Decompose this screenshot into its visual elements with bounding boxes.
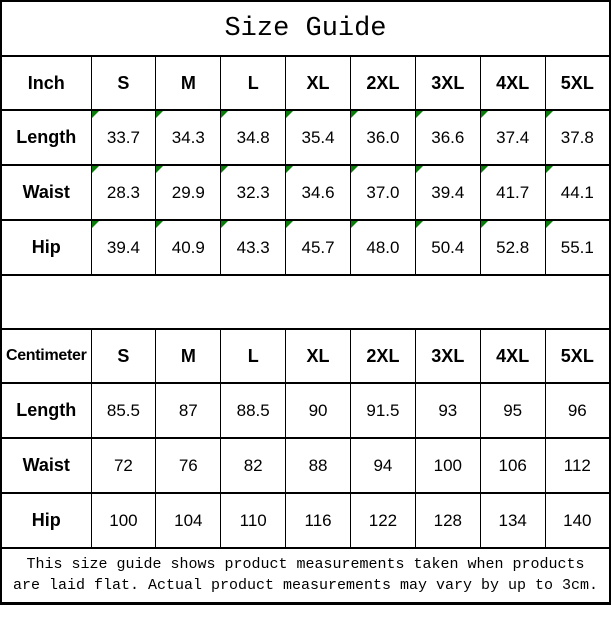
inch-header-row (1, 56, 610, 110)
table-row (1, 220, 610, 275)
footer-row (1, 548, 610, 603)
measurement-cell: 93 (415, 383, 480, 438)
green-corner-marker-icon (416, 111, 423, 118)
green-corner-marker-icon (156, 221, 163, 228)
row-label-waist: Waist (1, 165, 91, 220)
size-header-xl: XL (286, 329, 351, 383)
size-header-4xl: 4XL (480, 56, 545, 110)
size-header-s: S (91, 56, 156, 110)
size-header-3xl: 3XL (415, 329, 480, 383)
green-corner-marker-icon (351, 166, 358, 173)
green-corner-marker-icon (92, 166, 99, 173)
size-header-m: M (156, 329, 221, 383)
measurement-cell: 88 (286, 438, 351, 493)
measurement-cell: 41.7 (480, 165, 545, 220)
green-corner-marker-icon (416, 221, 423, 228)
green-corner-marker-icon (481, 166, 488, 173)
green-corner-marker-icon (481, 111, 488, 118)
green-corner-marker-icon (546, 111, 553, 118)
measurement-cell: 33.7 (91, 110, 156, 165)
measurement-cell: 52.8 (480, 220, 545, 275)
measurement-cell: 32.3 (221, 165, 286, 220)
green-corner-marker-icon (221, 221, 228, 228)
title-row (1, 1, 610, 56)
unit-header-inch: Inch (1, 56, 91, 110)
measurement-cell: 104 (156, 493, 221, 548)
green-corner-marker-icon (221, 166, 228, 173)
measurement-cell: 128 (415, 493, 480, 548)
measurement-cell: 37.0 (351, 165, 416, 220)
footer-line-1: This size guide shows product measurements taken when products (26, 556, 585, 574)
size-header-l: L (221, 56, 286, 110)
measurement-cell: 35.4 (286, 110, 351, 165)
green-corner-marker-icon (286, 221, 293, 228)
measurement-cell: 48.0 (351, 220, 416, 275)
measurement-cell: 95 (480, 383, 545, 438)
measurement-cell: 91.5 (351, 383, 416, 438)
measurement-cell: 116 (286, 493, 351, 548)
table-row (1, 438, 610, 493)
measurement-cell: 140 (545, 493, 610, 548)
measurement-cell: 39.4 (91, 220, 156, 275)
measurement-cell: 34.3 (156, 110, 221, 165)
measurement-cell: 29.9 (156, 165, 221, 220)
measurement-cell: 40.9 (156, 220, 221, 275)
measurement-cell: 50.4 (415, 220, 480, 275)
measurement-cell: 134 (480, 493, 545, 548)
size-header-3xl: 3XL (415, 56, 480, 110)
measurement-cell: 82 (221, 438, 286, 493)
measurement-cell: 100 (91, 493, 156, 548)
measurement-cell: 28.3 (91, 165, 156, 220)
row-label-length: Length (1, 110, 91, 165)
size-header-xl: XL (286, 56, 351, 110)
measurement-cell: 100 (415, 438, 480, 493)
green-corner-marker-icon (92, 221, 99, 228)
size-header-4xl: 4XL (480, 329, 545, 383)
green-corner-marker-icon (351, 221, 358, 228)
green-corner-marker-icon (286, 111, 293, 118)
table-row (1, 493, 610, 548)
measurement-cell: 37.4 (480, 110, 545, 165)
green-corner-marker-icon (286, 166, 293, 173)
measurement-cell: 34.6 (286, 165, 351, 220)
green-corner-marker-icon (546, 166, 553, 173)
green-corner-marker-icon (156, 166, 163, 173)
measurement-cell: 112 (545, 438, 610, 493)
measurement-cell: 90 (286, 383, 351, 438)
row-label-hip: Hip (1, 220, 91, 275)
green-corner-marker-icon (416, 166, 423, 173)
green-corner-marker-icon (221, 111, 228, 118)
measurement-cell: 36.6 (415, 110, 480, 165)
measurement-cell: 88.5 (221, 383, 286, 438)
measurement-cell: 45.7 (286, 220, 351, 275)
measurement-cell: 85.5 (91, 383, 156, 438)
size-header-m: M (156, 56, 221, 110)
cm-header-row (1, 329, 610, 383)
size-header-2xl: 2XL (351, 56, 416, 110)
table-row (1, 165, 610, 220)
measurement-cell: 94 (351, 438, 416, 493)
unit-header-centimeter: Centimeter (1, 329, 91, 383)
row-label-length: Length (1, 383, 91, 438)
size-header-s: S (91, 329, 156, 383)
measurement-cell: 43.3 (221, 220, 286, 275)
row-label-waist: Waist (1, 438, 91, 493)
green-corner-marker-icon (481, 221, 488, 228)
measurement-cell: 34.8 (221, 110, 286, 165)
measurement-cell: 76 (156, 438, 221, 493)
size-header-5xl: 5XL (545, 329, 610, 383)
measurement-cell: 36.0 (351, 110, 416, 165)
measurement-cell: 37.8 (545, 110, 610, 165)
measurement-cell: 122 (351, 493, 416, 548)
size-header-5xl: 5XL (545, 56, 610, 110)
measurement-cell: 39.4 (415, 165, 480, 220)
footer-note (2, 554, 609, 596)
measurement-cell: 106 (480, 438, 545, 493)
table-row (1, 383, 610, 438)
green-corner-marker-icon (92, 111, 99, 118)
row-label-hip: Hip (1, 493, 91, 548)
table-row (1, 110, 610, 165)
green-corner-marker-icon (351, 111, 358, 118)
measurement-cell: 87 (156, 383, 221, 438)
measurement-cell: 55.1 (545, 220, 610, 275)
measurement-cell: 110 (221, 493, 286, 548)
measurement-cell: 72 (91, 438, 156, 493)
page-title: Size Guide (224, 13, 387, 44)
size-header-2xl: 2XL (351, 329, 416, 383)
measurement-cell: 44.1 (545, 165, 610, 220)
size-header-l: L (221, 329, 286, 383)
spacer-row (1, 275, 610, 329)
green-corner-marker-icon (546, 221, 553, 228)
green-corner-marker-icon (156, 111, 163, 118)
measurement-cell: 96 (545, 383, 610, 438)
footer-line-2: are laid flat. Actual product measurements may vary by up to 3cm. (12, 577, 599, 595)
